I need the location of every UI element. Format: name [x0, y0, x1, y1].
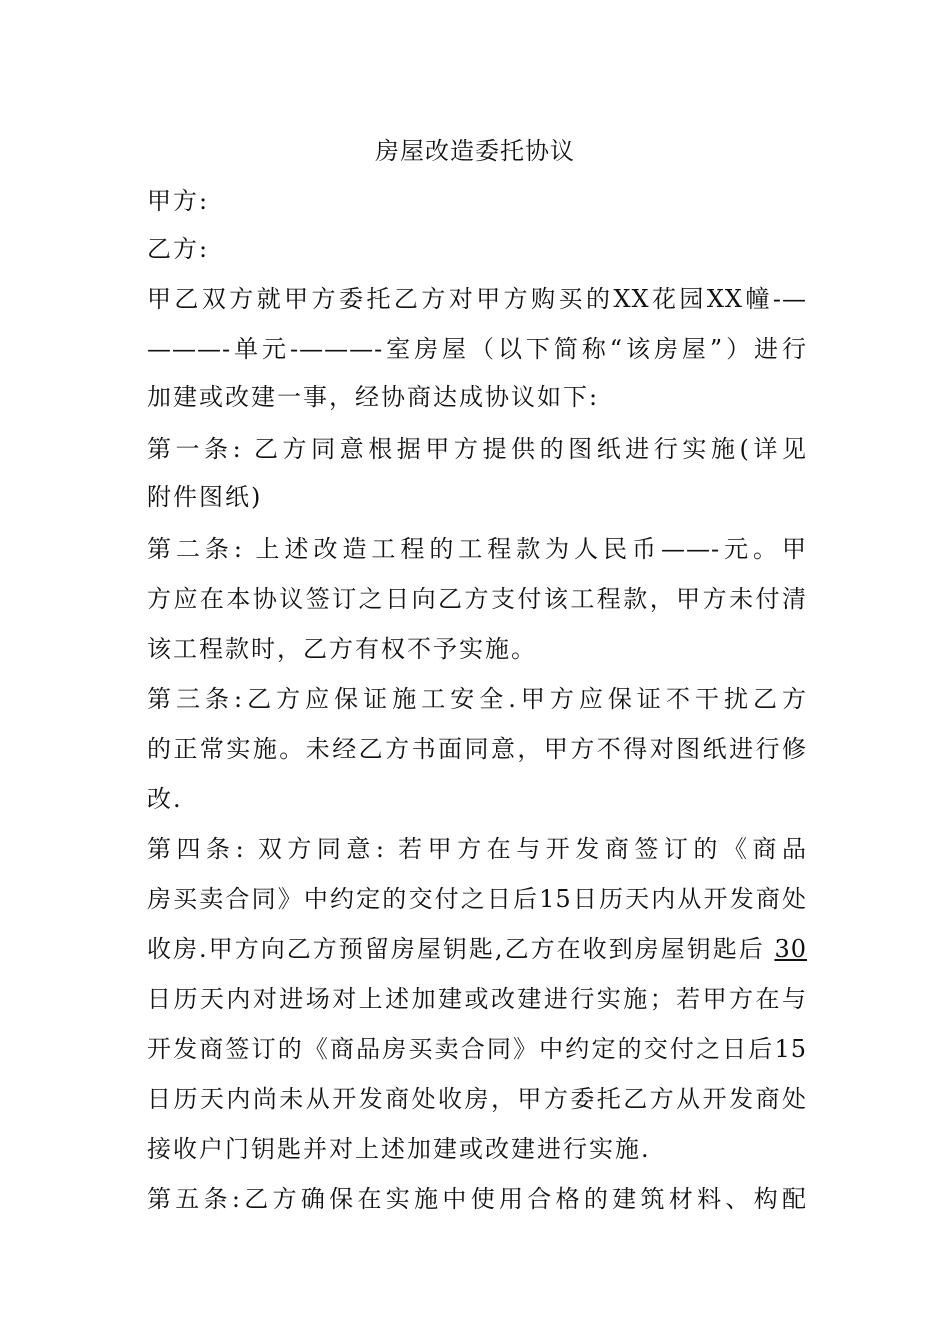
article-4-text: 收房.甲方向乙方预留房屋钥匙,乙方在收到房屋钥匙后: [147, 935, 765, 963]
intro-line: 加建或改建一事，经协商达成协议如下:: [147, 383, 600, 411]
intro-line: 甲乙双方就甲方委托乙方对甲方购买的XX花园XX幢-—: [147, 285, 807, 313]
article-3-line: 改.: [147, 785, 183, 813]
article-4-line: 房买卖合同》中约定的交付之日后15日历天内从开发商处: [147, 885, 807, 913]
article-4-line: 开发商签订的《商品房买卖合同》中约定的交付之日后15: [147, 1035, 807, 1063]
article-5-line: 第五条:乙方确保在实施中使用合格的建筑材料、构配: [147, 1185, 807, 1213]
document-title: 房屋改造委托协议: [375, 137, 575, 165]
article-2-line: 方应在本协议签订之日向乙方支付该工程款，甲方未付清: [147, 585, 807, 613]
article-3-line: 第三条:乙方应保证施工安全.甲方应保证不干扰乙方: [147, 685, 807, 713]
intro-line: ———-单元-———-室房屋（以下简称“该房屋”）进行: [147, 335, 807, 363]
party-b-label: 乙方:: [147, 235, 210, 263]
article-4-line: 日历天内对进场对上述加建或改建进行实施；若甲方在与: [147, 985, 807, 1013]
article-3-line: 的正常实施。未经乙方书面同意，甲方不得对图纸进行修: [147, 735, 807, 763]
article-4-line: 第四条: 双方同意: 若甲方在与开发商签订的《商品: [147, 835, 807, 863]
article-1-line: 第一条: 乙方同意根据甲方提供的图纸进行实施(详见: [147, 435, 807, 463]
article-2-line: 第二条: 上述改造工程的工程款为人民币——-元。甲: [147, 535, 807, 563]
days-underlined: 30: [774, 935, 807, 963]
article-4-line: 日历天内尚未从开发商处收房，甲方委托乙方从开发商处: [147, 1085, 807, 1113]
article-1-line: 附件图纸): [147, 483, 263, 511]
article-2-line: 该工程款时，乙方有权不予实施。: [147, 635, 537, 663]
article-4-line: 接收户门钥匙并对上述加建或改建进行实施.: [147, 1135, 651, 1163]
article-4-line: [147, 926, 807, 972]
party-a-label: 甲方:: [147, 187, 210, 215]
